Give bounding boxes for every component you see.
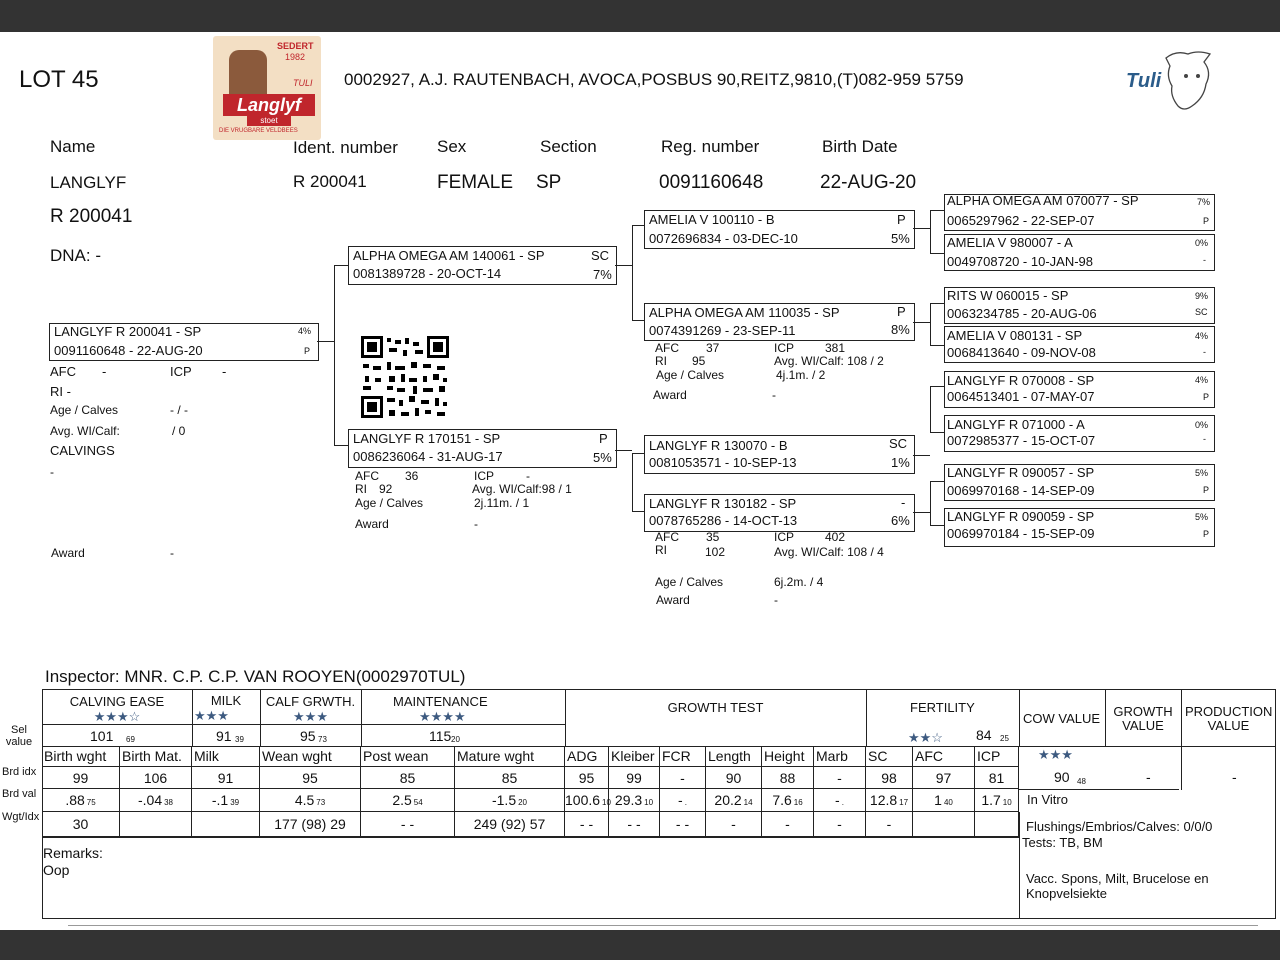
sel-maintenance: 115 20 xyxy=(361,724,566,747)
connector xyxy=(334,445,349,446)
value-ident: R 200041 xyxy=(293,172,367,191)
subject-wi-label: Avg. WI/Calf: xyxy=(50,424,120,438)
row-label-sel: Sel value xyxy=(5,724,33,748)
remarks-value: Oop xyxy=(43,862,70,878)
footer-rule xyxy=(68,925,1258,926)
brd-idx-cell: 99 xyxy=(42,767,120,789)
brd-val-value: 1 xyxy=(934,792,942,808)
brd-val-cell xyxy=(260,789,361,812)
gd2-afc-label: AFC xyxy=(655,530,679,544)
subject-award: - xyxy=(170,546,174,560)
brd-val-percentile: 73 xyxy=(316,798,326,807)
wgt-idx-cell: - - xyxy=(660,812,706,837)
dam-afc: 36 xyxy=(405,469,419,483)
connector xyxy=(913,455,930,456)
dam-icp: - xyxy=(526,469,530,483)
cow-value-idx: 90 xyxy=(1054,769,1070,785)
pedigree-box-ggp2: AMELIA V 980007 - A 0% 0049708720 - 10-JAN-98 - xyxy=(944,234,1215,271)
column-header: ICP xyxy=(975,746,1019,767)
sel-calf-growth: 95 73 xyxy=(260,724,362,747)
group-growth-test: GROWTH TEST xyxy=(565,689,867,747)
connector xyxy=(930,345,944,346)
wgt-idx-cell xyxy=(975,812,1019,837)
cow-value-stars: ★★★ xyxy=(1038,747,1073,762)
calf-growth-stars: ★★★ xyxy=(293,709,328,724)
gd2-icp-label: ICP xyxy=(774,530,795,544)
growth-value-idx: - xyxy=(1146,769,1151,785)
group-growth-value: GROWTH VALUE xyxy=(1105,689,1182,747)
row-label-brd-idx: Brd idx xyxy=(2,766,37,778)
brd-val-cell xyxy=(609,789,660,812)
brd-val-value: 7.6 xyxy=(772,792,792,808)
column-header: Birth wght xyxy=(42,746,120,767)
column-header: Height xyxy=(762,746,814,767)
column-header: Birth Mat. xyxy=(120,746,192,767)
subject-age-label: Age / Calves xyxy=(50,403,119,417)
gs2-award-label: Award xyxy=(653,388,687,402)
wgt-idx-cell: - xyxy=(762,812,814,837)
label-section: Section xyxy=(540,137,597,156)
column-header: Kleiber xyxy=(609,746,660,767)
gd2-award-label: Award xyxy=(656,593,690,607)
brd-val-cell xyxy=(455,789,565,812)
group-production-value: PRODUCTION VALUE xyxy=(1181,689,1276,747)
brd-val-value: - xyxy=(835,792,840,808)
wgt-idx-cell xyxy=(120,812,192,837)
brd-idx-cell: 90 xyxy=(706,767,762,789)
wgt-idx-cell: - - xyxy=(361,812,455,837)
brd-idx-cell: 88 xyxy=(762,767,814,789)
brd-val-value: - xyxy=(678,792,683,808)
brd-val-value: 4.5 xyxy=(294,792,315,808)
gs2-award: - xyxy=(772,388,776,402)
brd-idx-cell: 95 xyxy=(565,767,609,789)
dam-age: 2j.11m. / 1 xyxy=(474,496,530,510)
row-label-brd-val: Brd val xyxy=(2,788,37,800)
connector xyxy=(632,320,644,321)
calving-ease-stars: ★★★☆ xyxy=(93,709,141,724)
connector xyxy=(930,303,944,304)
brd-val-cell xyxy=(975,789,1019,812)
connector xyxy=(930,253,944,254)
brd-val-percentile: 39 xyxy=(230,798,240,807)
connector xyxy=(913,512,930,513)
pedigree-box-gd2: LANGLYF R 130182 - SP - 0078765286 - 14-OCT-13 6% xyxy=(644,494,915,532)
label-sex: Sex xyxy=(437,137,467,156)
gd2-icp: 402 xyxy=(825,530,846,544)
brd-val-value: 2.5 xyxy=(392,792,412,808)
gd2-ri: 102 xyxy=(705,545,726,559)
pedigree-box-ggp3: RITS W 060015 - SP 9% 0063234785 - 20-AUG-06 SC xyxy=(944,287,1215,324)
animal-id: R 200041 xyxy=(50,206,133,227)
dam-ri-label: RI xyxy=(355,482,367,496)
pedigree-box-ggp1: ALPHA OMEGA AM 070077 - SP 7% 0065297962 - 22-SEP-07 P xyxy=(944,194,1215,231)
column-header: Mature wght xyxy=(455,746,565,767)
maintenance-stars: ★★★★ xyxy=(419,709,466,724)
vaccinations: Vacc. Spons, Milt, Brucelose en Knopvelsiekte xyxy=(1026,871,1209,901)
connector xyxy=(930,210,944,211)
value-sex: FEMALE xyxy=(437,172,514,193)
brd-val-percentile: . xyxy=(684,798,687,807)
tests: Tests: TB, BM xyxy=(1022,835,1103,850)
connector xyxy=(615,450,632,451)
calvings-value: - xyxy=(50,465,54,479)
connector xyxy=(930,525,944,526)
wgt-idx-cell xyxy=(192,812,260,837)
brd-val-cell xyxy=(42,789,120,812)
tuli-logo: Tuli xyxy=(1126,46,1218,116)
group-fertility: FERTILITY ★★☆ 84 25 xyxy=(866,689,1020,747)
column-header: Milk xyxy=(192,746,260,767)
subject-wi: / 0 xyxy=(172,424,186,438)
gd2-afc: 35 xyxy=(706,530,720,544)
subject-afc: - xyxy=(102,364,107,379)
connector xyxy=(317,341,334,342)
brd-val-percentile: 75 xyxy=(86,798,96,807)
brd-val-percentile: . xyxy=(841,798,844,807)
connector xyxy=(632,511,644,512)
column-header: SC xyxy=(866,746,913,767)
column-header: Length xyxy=(706,746,762,767)
label-reg: Reg. number xyxy=(661,137,760,156)
brd-val-percentile: 14 xyxy=(743,798,753,807)
milk-stars: ★★★ xyxy=(194,708,229,723)
connector xyxy=(930,481,931,525)
gs2-age-label: Age / Calves xyxy=(656,368,725,382)
wgt-idx-cell: 177 (98) 29 xyxy=(260,812,361,837)
brd-val-cell xyxy=(660,789,706,812)
subject-award-label: Award xyxy=(51,546,85,560)
value-section: SP xyxy=(536,172,562,193)
calvings-label: CALVINGS xyxy=(50,443,115,458)
wgt-idx-cell: - xyxy=(866,812,913,837)
gd2-age-label: Age / Calves xyxy=(655,575,724,589)
bottom-bar xyxy=(0,930,1280,960)
gs2-ri: 95 xyxy=(692,354,706,368)
brd-val-value: 29.3 xyxy=(614,792,643,808)
connector xyxy=(632,225,644,226)
brd-val-value: 12.8 xyxy=(869,792,898,808)
remarks-label: Remarks: xyxy=(43,845,103,861)
brd-val-percentile: 17 xyxy=(899,798,909,807)
wgt-idx-cell xyxy=(913,812,975,837)
brd-val-cell xyxy=(565,789,609,812)
wgt-idx-cell: - xyxy=(706,812,762,837)
wgt-idx-cell: - - xyxy=(565,812,609,837)
gs2-ri-label: RI xyxy=(655,354,667,368)
pedigree-box-ggp7: LANGLYF R 090057 - SP 5% 0069970168 - 14-SEP-09 P xyxy=(944,464,1215,501)
dam-ri: 92 xyxy=(379,482,393,496)
cattle-head-icon xyxy=(229,50,267,98)
dam-award: - xyxy=(474,517,478,531)
dam-award-label: Award xyxy=(355,517,389,531)
dam-afc-label: AFC xyxy=(355,469,379,483)
connector xyxy=(632,453,644,454)
brd-idx-cell: - xyxy=(660,767,706,789)
subject-icp: - xyxy=(222,364,227,379)
connector xyxy=(930,210,931,253)
gs2-wi: Avg. WI/Calf: 108 / 2 xyxy=(774,354,884,368)
value-birth: 22-AUG-20 xyxy=(820,172,917,193)
column-header: ADG xyxy=(565,746,609,767)
brd-val-value: 100.6 xyxy=(565,792,601,808)
brd-idx-cell: 97 xyxy=(913,767,975,789)
brd-val-value: -.04 xyxy=(137,792,163,808)
subject-afc-label: AFC xyxy=(50,364,76,379)
brd-idx-cell: 85 xyxy=(361,767,455,789)
group-maintenance: MAINTENANCE ★★★★ xyxy=(361,689,566,725)
dam-icp-label: ICP xyxy=(474,469,495,483)
gs2-age: 4j.1m. / 2 xyxy=(776,368,826,382)
sire-box: ALPHA OMEGA AM 140061 - SP SC 0081389728 - 20-OCT-14 7% xyxy=(348,246,617,285)
column-header: FCR xyxy=(660,746,706,767)
connector xyxy=(930,386,931,432)
label-birth: Birth Date xyxy=(822,137,898,156)
brd-val-value: 1.7 xyxy=(981,792,1001,808)
production-value-idx: - xyxy=(1232,769,1237,785)
pedigree-box-gs1: AMELIA V 100110 - B P 0072696834 - 03-DEC-10 5% xyxy=(644,210,915,249)
divider xyxy=(1019,812,1020,919)
connector xyxy=(930,386,944,387)
brd-val-cell xyxy=(120,789,192,812)
lot-number: LOT 45 xyxy=(19,66,99,93)
brd-val-percentile: 40 xyxy=(943,798,953,807)
divider xyxy=(42,837,1019,838)
subject-box: LANGLYF R 200041 - SP 4% 0091160648 - 22-AUG-20 P xyxy=(49,323,319,361)
gd2-ri-label: RI xyxy=(655,543,667,557)
group-milk: MILK ★★★ xyxy=(192,689,261,725)
brd-val-cell xyxy=(361,789,455,812)
brd-val-value: .88 xyxy=(65,792,85,808)
connector xyxy=(930,303,931,345)
brd-val-cell xyxy=(192,789,260,812)
gs2-afc: 37 xyxy=(706,341,720,355)
brd-idx-cell: 91 xyxy=(192,767,260,789)
connector xyxy=(334,265,349,266)
brd-idx-cell: 81 xyxy=(975,767,1019,789)
row-label-wgt-idx: Wgt/Idx xyxy=(2,811,40,823)
group-cow-value: COW VALUE ★★★ xyxy=(1019,689,1106,747)
wgt-idx-cell: 30 xyxy=(42,812,120,837)
wgt-idx-cell: - xyxy=(814,812,866,837)
connector xyxy=(334,265,335,445)
in-vitro: In Vitro xyxy=(1027,792,1068,807)
connector xyxy=(632,225,633,320)
gd2-wi: Avg. WI/Calf: 108 / 4 xyxy=(774,545,884,559)
top-bar xyxy=(0,0,1280,32)
pedigree-box-ggp5: LANGLYF R 070008 - SP 4% 0064513401 - 07-MAY-07 P xyxy=(944,371,1215,408)
sel-milk: 91 39 xyxy=(192,724,261,747)
brd-val-percentile: 16 xyxy=(793,798,803,807)
owner-details: 0002927, A.J. RAUTENBACH, AVOCA,POSBUS 90,REITZ,9810,(T)082-959 5759 xyxy=(344,70,964,89)
label-name: Name xyxy=(50,137,96,156)
value-name: LANGLYF xyxy=(50,173,127,192)
brd-idx-cell: 106 xyxy=(120,767,192,789)
langlyf-logo: SEDERT 1982 TULI Langlyf stoet DIE VRUGBARE VELDBEES xyxy=(213,36,321,140)
brd-idx-cell: - xyxy=(814,767,866,789)
brd-idx-cell: 95 xyxy=(260,767,361,789)
wgt-idx-cell: - - xyxy=(609,812,660,837)
pedigree-box-gs2: ALPHA OMEGA AM 110035 - SP P 0074391269 - 23-SEP-11 8% xyxy=(644,303,915,341)
subject-icp-label: ICP xyxy=(170,364,192,379)
brd-val-percentile: 10 xyxy=(1002,798,1012,807)
label-ident: Ident. number xyxy=(293,138,398,157)
brd-val-cell xyxy=(706,789,762,812)
brd-val-percentile: 10 xyxy=(602,798,611,807)
column-header: Wean wght xyxy=(260,746,361,767)
pedigree-box-ggp6: LANGLYF R 071000 - A 0% 0072985377 - 15-OCT-07 - xyxy=(944,415,1215,452)
fertility-stars: ★★☆ xyxy=(908,730,943,745)
pedigree-box-gd1: LANGLYF R 130070 - B SC 0081053571 - 10-SEP-13 1% xyxy=(644,435,915,474)
divider xyxy=(1181,746,1182,790)
brd-val-cell xyxy=(866,789,913,812)
wgt-idx-cell: 249 (92) 57 xyxy=(455,812,565,837)
brd-idx-cell: 99 xyxy=(609,767,660,789)
dam-box: LANGLYF R 170151 - SP P 0086236064 - 31-AUG-17 5% xyxy=(348,429,617,468)
cow-value-idx-sub: 48 xyxy=(1077,777,1086,786)
brd-val-percentile: 38 xyxy=(164,798,174,807)
brd-val-percentile: 54 xyxy=(413,798,423,807)
brd-idx-cell: 98 xyxy=(866,767,913,789)
column-header: Post wean xyxy=(361,746,455,767)
flushings: Flushings/Embrios/Calves: 0/0/0 xyxy=(1026,819,1213,834)
subject-ri: RI - xyxy=(50,384,71,399)
divider xyxy=(1019,789,1179,790)
qr-code[interactable] xyxy=(361,336,449,418)
brd-val-percentile: 20 xyxy=(518,798,528,807)
brd-val-cell xyxy=(913,789,975,812)
sel-calving-ease: 101 69 xyxy=(42,724,193,747)
pedigree-box-ggp8: LANGLYF R 090059 - SP 5% 0069970184 - 15-SEP-09 P xyxy=(944,508,1215,547)
gs2-afc-label: AFC xyxy=(655,341,679,355)
brd-idx-cell: 85 xyxy=(455,767,565,789)
brd-val-value: -.1 xyxy=(211,792,229,808)
column-header: Marb xyxy=(814,746,866,767)
brd-val-value: -1.5 xyxy=(491,792,517,808)
brd-val-percentile: 10 xyxy=(644,798,654,807)
column-header: AFC xyxy=(913,746,975,767)
connector xyxy=(615,265,632,266)
gd2-age: 6j.2m. / 4 xyxy=(774,575,824,589)
brd-val-cell xyxy=(762,789,814,812)
dam-wi: Avg. WI/Calf:98 / 1 xyxy=(472,482,572,496)
value-reg: 0091160648 xyxy=(659,172,764,193)
connector xyxy=(930,481,944,482)
group-calf-growth: CALF GRWTH. ★★★ xyxy=(260,689,362,725)
group-calving-ease: CALVING EASE ★★★☆ xyxy=(42,689,193,725)
gd2-award: - xyxy=(774,593,778,607)
connector xyxy=(913,322,930,323)
connector xyxy=(913,228,930,229)
gs2-icp: 381 xyxy=(825,341,846,355)
brd-val-cell xyxy=(814,789,866,812)
brd-val-value: 20.2 xyxy=(714,792,742,808)
connector xyxy=(930,432,944,433)
subject-age: - / - xyxy=(170,403,188,417)
dna: DNA: - xyxy=(50,246,101,265)
dam-age-label: Age / Calves xyxy=(355,496,424,510)
inspector: Inspector: MNR. C.P. C.P. VAN ROOYEN(0002970TUL) xyxy=(45,667,466,686)
connector xyxy=(632,453,633,511)
gs2-icp-label: ICP xyxy=(774,341,795,355)
pedigree-box-ggp4: AMELIA V 080131 - SP 4% 0068413640 - 09-NOV-08 - xyxy=(944,326,1215,363)
